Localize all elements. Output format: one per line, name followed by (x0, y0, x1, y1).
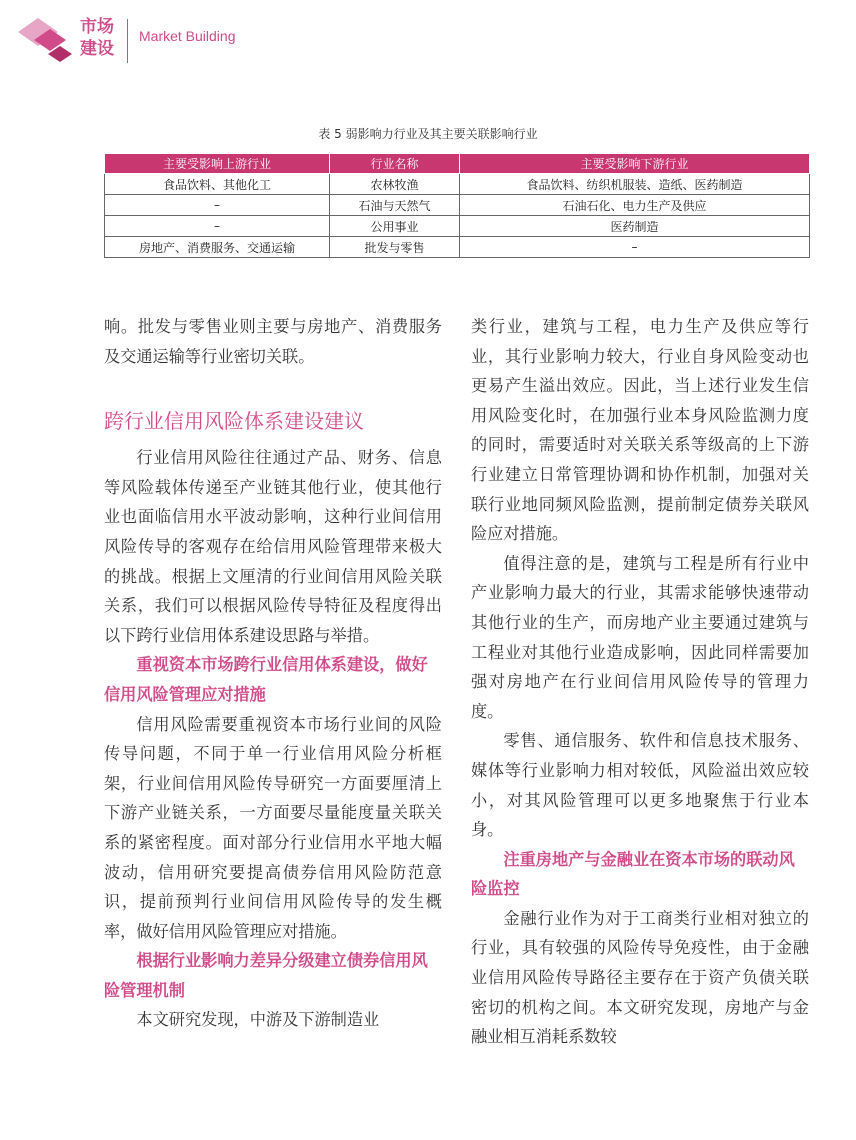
right-column (471, 312, 809, 1052)
table-row (105, 216, 810, 237)
industry-table (104, 153, 810, 258)
table-cell: 石油石化、电力生产及供应 (460, 195, 810, 216)
table-cell: – (105, 195, 330, 216)
table-header-row (105, 154, 810, 174)
table-cell: – (105, 216, 330, 237)
subheading: 注重房地产与金融业在资本市场的联动风险监控 (471, 849, 795, 899)
paragraph: 信用风险需要重视资本市场行业间的风险传导问题，不同于单一行业信用风险分析框架，行业间信用风险传导研究一方面要厘清上下游产业链关系，一方面要尽量能度量关联关系的紧密程度。面对部分行业信用水平地大幅波动，信用研究要提高债券信用风险防范意识，提前预判行业间信用风险传导的发生概率，做好信用风险管理应对措施。 (104, 714, 442, 941)
table-cell: 食品饮料、其他化工 (105, 174, 330, 195)
table-cell: 公用事业 (330, 216, 460, 237)
table-cell: 批发与零售 (330, 237, 460, 258)
logo-title-line2: 建设 (80, 39, 114, 59)
subheading: 根据行业影响力差异分级建立债券信用风险管理机制 (104, 951, 428, 1000)
section-heading: 跨行业信用风险体系建设建议 (104, 409, 364, 434)
table-cell: 医药制造 (460, 216, 810, 237)
paragraph: 类行业，建筑与工程，电力生产及供应等行业，其行业影响力较大，行业自身风险变动也更易产生溢出效应。因此，当上述行业发生信用风险变化时，在加强行业本身风险监测力度的同时，需要适时对关联关系等级高的上下游行业建立日常管理协调和协作机制，加强对关联行业地同频风险监测，提前制定债券关联风险应对措施。 (471, 317, 809, 544)
col-header-downstream: 主要受影响下游行业 (460, 154, 810, 174)
col-header-upstream: 主要受影响上游行业 (105, 154, 330, 174)
paragraph: 响。批发与零售业则主要与房地产、消费服务及交通运输等行业密切关联。 (104, 317, 442, 366)
table-row (105, 195, 810, 216)
table-cell: 石油与天然气 (330, 195, 460, 216)
page-header (14, 10, 414, 70)
logo-divider (127, 19, 128, 63)
logo-title (80, 16, 114, 60)
table-row (105, 174, 810, 195)
table-cell: – (460, 237, 810, 258)
table-cell: 农林牧渔 (330, 174, 460, 195)
table-row (105, 237, 810, 258)
paragraph: 金融行业作为对于工商类行业相对独立的行业，具有较强的风险传导免疫性，由于金融业信用风险传导路径主要存在于资产负债关联密切的机构之间。本文研究发现，房地产与金融业相互消耗系数较 (471, 908, 809, 1047)
logo-english-title: Market Building (139, 28, 236, 44)
table-cell: 房地产、消费服务、交通运输 (105, 237, 330, 258)
left-column (104, 312, 442, 1035)
logo-title-line1: 市场 (80, 17, 114, 37)
col-header-industry: 行业名称 (330, 154, 460, 174)
paragraph: 行业信用风险往往通过产品、财务、信息等风险载体传递至产业链其他行业，使其他行业也面临信用水平波动影响，这种行业间信用风险传导的客观存在给信用风险管理带来极大的挑战。根据上文厘清的行业间信用风险关联关系，我们可以根据风险传导特征及程度得出以下跨行业信用体系建设思路与举措。 (104, 448, 442, 645)
logo-icon (14, 10, 76, 68)
paragraph: 本文研究发现，中游及下游制造业 (136, 1010, 380, 1030)
table-cell: 食品饮料、纺织机服装、造纸、医药制造 (460, 174, 810, 195)
table-caption: 表 5 弱影响力行业及其主要关联影响行业 (318, 127, 538, 141)
subheading: 重视资本市场跨行业信用体系建设，做好信用风险管理应对措施 (104, 655, 428, 704)
paragraph: 值得注意的是，建筑与工程是所有行业中产业影响力最大的行业，其需求能够快速带动其他行业的生产，而房地产业主要通过建筑与工程业对其他行业造成影响，因此同样需要加强对房地产在行业间信用风险传导的管理力度。 (471, 553, 809, 721)
paragraph: 零售、通信服务、软件和信息技术服务、媒体等行业影响力相对较低，风险溢出效应较小，对其风险管理可以更多地聚焦于行业本身。 (471, 731, 809, 840)
